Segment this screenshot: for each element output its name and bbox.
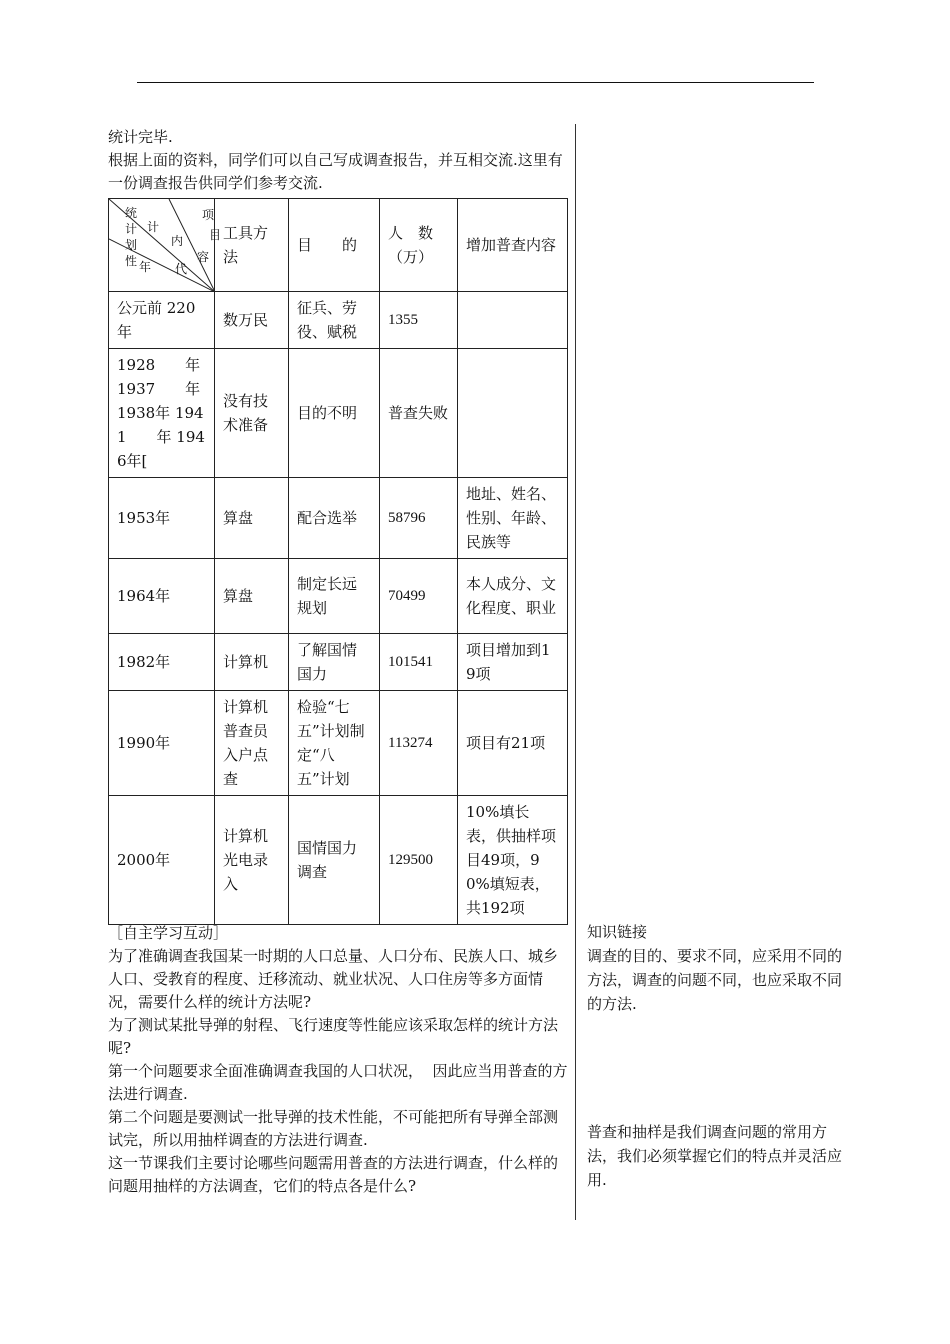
answer-1: 第一个问题要求全面准确调查我国的人口状况， 因此应当用普查的方法进行调查. (108, 1062, 568, 1103)
diag-label: 划 (125, 238, 138, 252)
cell-added (458, 349, 568, 478)
table-row (109, 796, 568, 925)
diag-label: 计 (125, 222, 138, 236)
sidebar-title: 知识链接 (587, 923, 648, 941)
question-2: 为了测试某批导弹的射程、飞行速度等性能应该采取怎样的统计方法呢? (108, 1016, 559, 1057)
cell-era: 1928 年 1937 年 1938年 1941 年 1946年[ (109, 349, 215, 478)
cell-purpose: 征兵、劳役、赋税 (289, 292, 380, 349)
cell-era: 2000年 (109, 796, 215, 925)
cell-tool: 计算机 (215, 634, 289, 691)
cell-added (458, 292, 568, 349)
diag-label: 代 (175, 262, 188, 276)
cell-people: 普查失败 (380, 349, 458, 478)
intro-line-2: 根据上面的资料，同学们可以自己写成调查报告，并互相交流.这里有一份调查报告供同学们参考交流. (108, 151, 563, 192)
sidebar-note-block (587, 1120, 849, 1192)
table-row (109, 349, 568, 478)
diag-label: 统 (125, 206, 138, 220)
table-row (109, 691, 568, 796)
diag-label: 内 (171, 234, 184, 248)
cell-added: 项目有21项 (458, 691, 568, 796)
cell-added: 10%填长表，供抽样项目49项，90%填短表，共192项 (458, 796, 568, 925)
table-row (109, 559, 568, 634)
diag-label: 年 (139, 260, 152, 274)
lesson-focus: 这一节课我们主要讨论哪些问题需用普查的方法进行调查，什么样的问题用抽样的方法调查，它们的特点各是什么? (108, 1154, 559, 1195)
cell-purpose: 制定长远规划 (289, 559, 380, 634)
header-purpose: 目 的 (289, 199, 380, 292)
cell-purpose: 国情国力调查 (289, 796, 380, 925)
table-header-row (109, 199, 568, 292)
cell-tool: 数万民 (215, 292, 289, 349)
table-row (109, 478, 568, 559)
cell-people: 129500 (380, 796, 458, 925)
diagonal-header-cell (109, 199, 222, 292)
table-row (109, 634, 568, 691)
column-divider (575, 124, 576, 1220)
cell-tool: 算盘 (215, 559, 289, 634)
cell-people: 101541 (380, 634, 458, 691)
cell-people: 1355 (380, 292, 458, 349)
cell-era: 1990年 (109, 691, 215, 796)
cell-people: 113274 (380, 691, 458, 796)
sidebar-note-2: 普查和抽样是我们调查问题的常用方法，我们必须掌握它们的特点并灵活应用. (587, 1123, 843, 1189)
lower-section (108, 922, 570, 1198)
header-added: 增加普查内容 (458, 199, 568, 292)
cell-era: 公元前 220 年 (109, 292, 215, 349)
cell-people: 70499 (380, 559, 458, 634)
intro-section (108, 126, 570, 195)
sidebar-note-1: 调查的目的、要求不同，应采用不同的方法，调查的问题不同，也应采取不同的方法. (587, 947, 843, 1013)
cell-added: 地址、姓名、性别、年龄、民族等 (458, 478, 568, 559)
census-table (108, 198, 568, 925)
header-rule (137, 82, 814, 83)
cell-tool: 没有技术准备 (215, 349, 289, 478)
question-1: 为了准确调查我国某一时期的人口总量、人口分布、民族人口、城乡人口、受教育的程度、迁移流动、就业状况、人口住房等多方面情况，需要什么样的统计方法呢? (108, 947, 559, 1011)
table-row (109, 292, 568, 349)
cell-purpose: 了解国情国力 (289, 634, 380, 691)
header-tool: 工具方法 (215, 199, 289, 292)
diag-label: 目 (209, 228, 222, 242)
cell-tool: 计算机普查员入户点查 (215, 691, 289, 796)
cell-tool: 计算机光电录入 (215, 796, 289, 925)
cell-people: 58796 (380, 478, 458, 559)
cell-era: 1982年 (109, 634, 215, 691)
diag-label: 容 (197, 250, 210, 264)
answer-2: 第二个问题是要测试一批导弹的技术性能，不可能把所有导弹全部测试完，所以用抽样调查的方法进行调查. (108, 1108, 559, 1149)
cell-added: 本人成分、文化程度、职业 (458, 559, 568, 634)
cell-purpose: 检验“七五”计划制定“八五”计划 (289, 691, 380, 796)
header-people: 人 数（万） (380, 199, 458, 292)
intro-line-1: 统计完毕. (108, 128, 173, 146)
cell-added: 项目增加到19项 (458, 634, 568, 691)
cell-tool: 算盘 (215, 478, 289, 559)
cell-era: 1964年 (109, 559, 215, 634)
cell-purpose: 目的不明 (289, 349, 380, 478)
diag-label: 性 (125, 254, 138, 268)
cell-era: 1953年 (109, 478, 215, 559)
diag-label: 计 (147, 220, 160, 234)
cell-purpose: 配合选举 (289, 478, 380, 559)
section-heading: ［自主学习互动］ (108, 924, 229, 942)
diag-label: 项 (202, 208, 215, 222)
sidebar-knowledge (587, 920, 849, 1016)
